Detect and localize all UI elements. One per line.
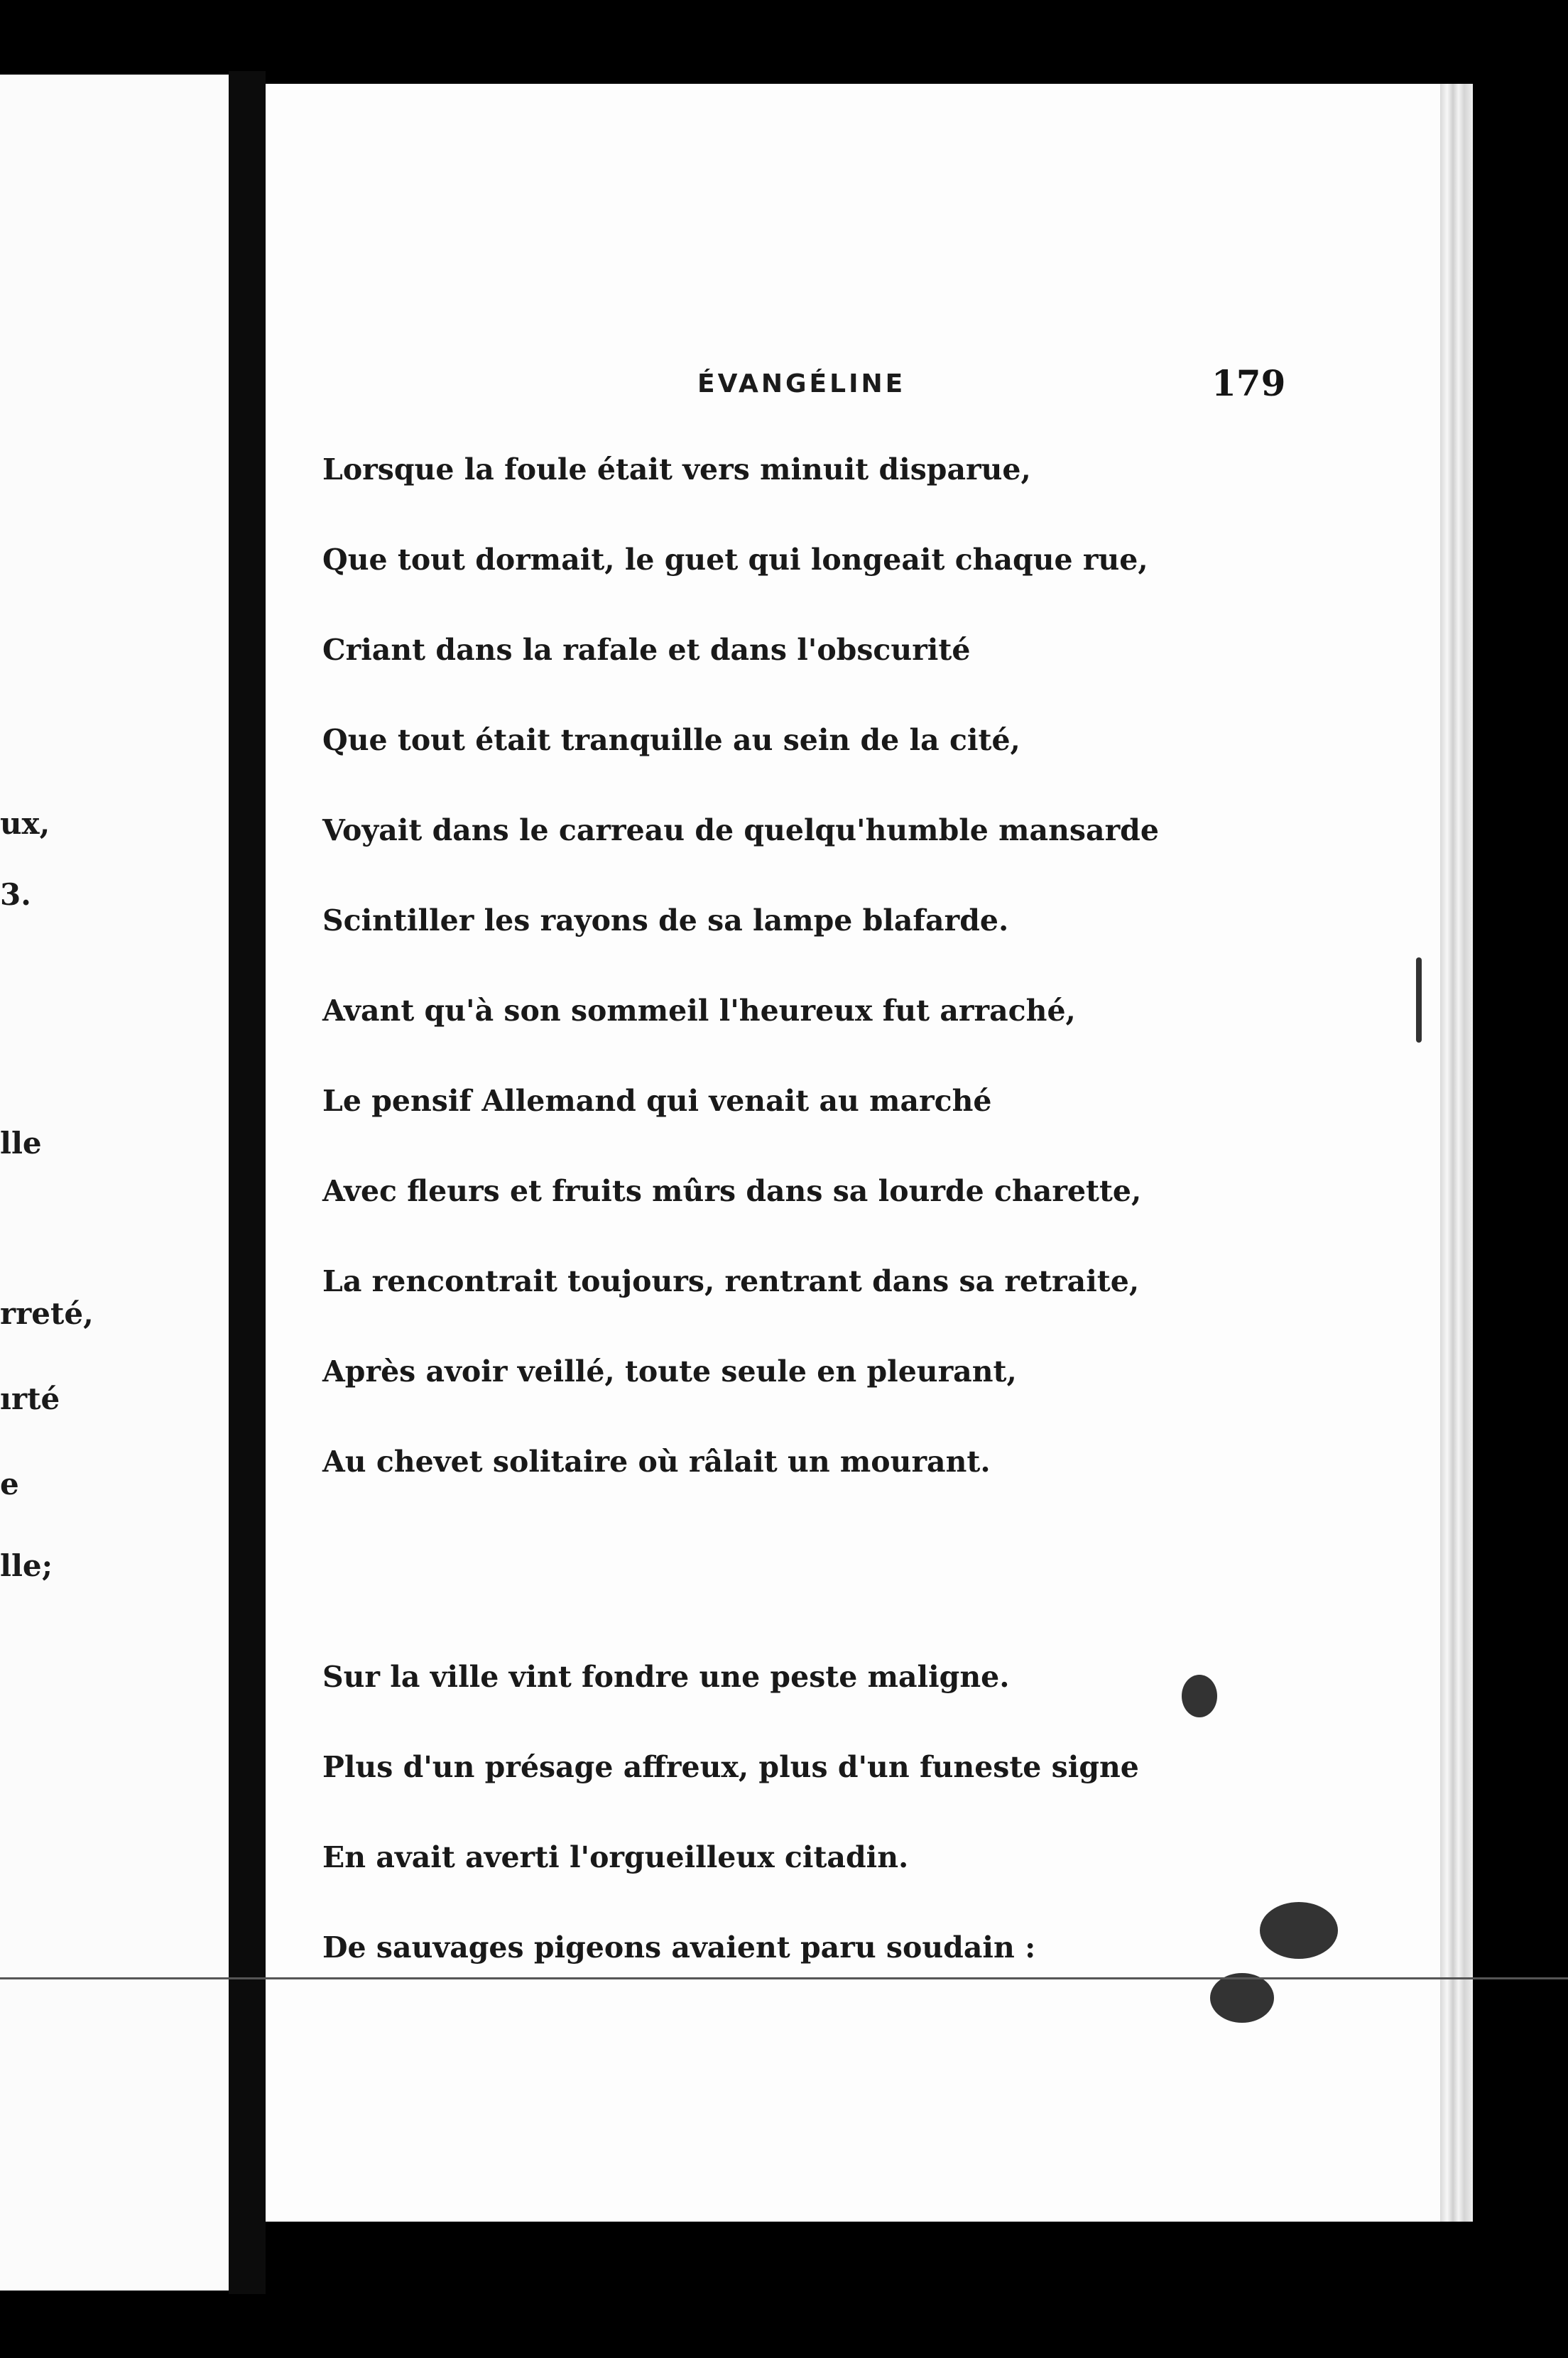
verse-line: Sur la ville vint fondre une peste maligne. <box>322 1660 1010 1694</box>
scan-line <box>0 1977 1568 1979</box>
left-page-fragment: rreté, <box>0 1296 94 1331</box>
verse-line: Avant qu'à son sommeil l'heureux fut arraché, <box>322 994 1076 1028</box>
left-page-fragment: 3. <box>0 877 31 912</box>
verse-line: Que tout était tranquille au sein de la cité, <box>322 723 1020 757</box>
left-page-fragment: ırté <box>0 1381 60 1416</box>
right-page <box>266 84 1473 2222</box>
verse-line: Avec fleurs et fruits mûrs dans sa lourde charette, <box>322 1174 1142 1208</box>
verse-line: Scintiller les rayons de sa lampe blafarde. <box>322 903 1009 938</box>
verse-line: Lorsque la foule était vers minuit disparue, <box>322 452 1031 487</box>
left-page-fragment: e <box>0 1467 19 1501</box>
verse-line: De sauvages pigeons avaient paru soudain : <box>322 1930 1036 1965</box>
stanza <box>322 425 1159 1507</box>
verse-line: La rencontrait toujours, rentrant dans sa retraite, <box>322 1264 1140 1298</box>
verse-line: Criant dans la rafale et dans l'obscurité <box>322 633 971 667</box>
stanza <box>322 1632 1139 1993</box>
verse-line: Le pensif Allemand qui venait au marché <box>322 1084 992 1118</box>
left-page <box>0 75 229 2291</box>
verse-line: Voyait dans le carreau de quelqu'humble mansarde <box>322 813 1159 847</box>
book-gutter <box>229 71 266 2294</box>
left-page-fragment: lle; <box>0 1548 53 1583</box>
ink-mark <box>1416 957 1422 1043</box>
left-page-fragment: lle <box>0 1126 42 1161</box>
page-number: 179 <box>1212 362 1286 404</box>
verse-line: Après avoir veillé, toute seule en pleurant, <box>322 1354 1017 1389</box>
verse-line: Au chevet solitaire où râlait un mourant. <box>322 1445 991 1479</box>
running-head: ÉVANGÉLINE <box>697 369 906 398</box>
ink-blot <box>1260 1902 1338 1959</box>
left-page-fragment: ux, <box>0 806 50 841</box>
page-edge <box>1440 84 1473 2222</box>
verse-line: Plus d'un présage affreux, plus d'un funeste signe <box>322 1750 1139 1784</box>
verse-line: Que tout dormait, le guet qui longeait chaque rue, <box>322 543 1148 577</box>
ink-blot <box>1210 1973 1274 2023</box>
verse-line: En avait averti l'orgueilleux citadin. <box>322 1840 909 1874</box>
ink-blot <box>1182 1675 1217 1717</box>
